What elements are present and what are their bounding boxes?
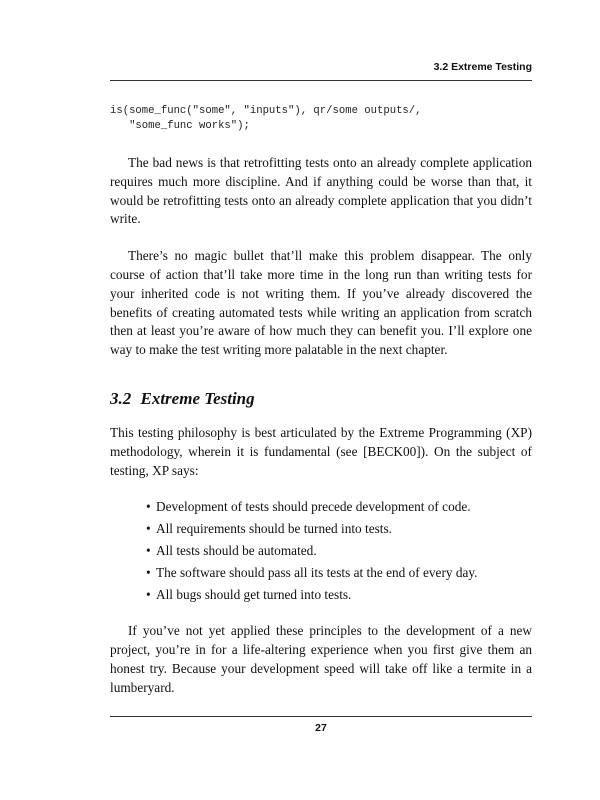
bullet-glyph: • xyxy=(146,499,151,515)
list-item-text: All bugs should get turned into tests. xyxy=(156,586,352,602)
list-item xyxy=(146,542,532,561)
list-item xyxy=(146,520,532,539)
list-item xyxy=(146,498,532,517)
section-title: Extreme Testing xyxy=(140,388,255,408)
bullet-glyph: • xyxy=(146,542,151,558)
bullet-glyph: • xyxy=(146,564,151,580)
section-heading xyxy=(110,388,532,410)
code-line: is(some_func("some", "inputs"), qr/some outputs/, xyxy=(110,105,422,117)
paragraph-magic-bullet: There’s no magic bullet that’ll make this problem disappear. The only course of action that’ll take more time in the long run than writing tests for your inherited code is not writing them. If you’ve already discovered the benefits of creating automated tests while writing an application from scratch then at least you’re aware of how much they can benefit you. I’ll explore one way to make the test writing more palatable in the next chapter. xyxy=(110,248,532,358)
footer-rule xyxy=(110,716,532,717)
list-item-text: All tests should be automated. xyxy=(156,542,317,558)
page-body xyxy=(110,104,532,716)
list-item-text: Development of tests should precede development of code. xyxy=(156,499,471,515)
list-item xyxy=(146,586,532,605)
xp-rules-list xyxy=(110,498,532,604)
list-item-text: The software should pass all its tests at the end of every day. xyxy=(156,564,478,580)
list-item xyxy=(146,564,532,583)
section-intro: This testing philosophy is best articulated by the Extreme Programming (XP) methodology, wherein it is fundamental (see [BECK00]). On the subject of testing, XP says: xyxy=(110,424,532,478)
running-head: 3.2 Extreme Testing xyxy=(433,61,532,73)
list-item-text: All requirements should be turned into tests. xyxy=(156,521,392,537)
section-number: 3.2 xyxy=(110,388,132,408)
header-rule xyxy=(110,80,532,81)
paragraph-closing: If you’ve not yet applied these principles to the development of a new project, you’re in for a life-altering experience when you first give them an honest try. Because your development speed will take off like a termite in a lumberyard. xyxy=(110,623,532,695)
bullet-glyph: • xyxy=(146,586,151,602)
paragraph-retrofitting: The bad news is that retrofitting tests onto an already complete application requires much more discipline. And if anything could be worse than that, it would be retrofitting tests onto an already complete application that you didn’t write. xyxy=(110,155,532,227)
code-line: "some_func works"); xyxy=(110,120,250,132)
code-block xyxy=(110,104,532,134)
bullet-glyph: • xyxy=(146,521,151,537)
page-number: 27 xyxy=(315,722,327,734)
